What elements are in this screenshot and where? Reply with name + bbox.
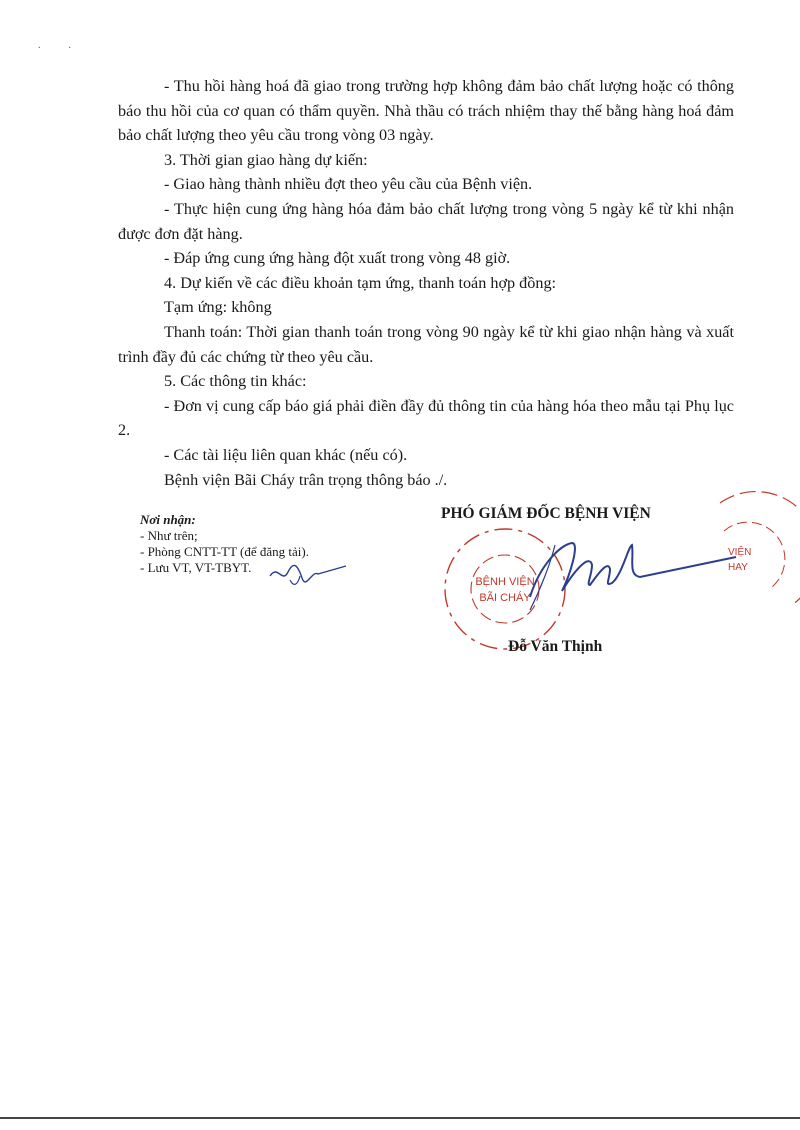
stamp-line2: BÃI CHÁY <box>479 592 531 604</box>
paragraph-payment: Thanh toán: Thời gian thanh toán trong vòng 90 ngày kể từ khi giao nhận hàng và xuất trình đầy đủ các chứng từ theo yêu cầu. <box>118 322 734 366</box>
paragraph-delivery-batches: - Giao hàng thành nhiều đợt theo yêu cầu của Bệnh viện. <box>164 175 533 194</box>
scan-dots: .. <box>38 40 99 51</box>
recipient-item: - Phòng CNTT-TT (để đăng tải). <box>140 544 309 559</box>
initials-mark <box>268 560 348 590</box>
recipient-item: - Lưu VT, VT-TBYT. <box>140 560 252 575</box>
stamp-right-line1: VIỆN <box>728 547 752 558</box>
recipients-title: Nơi nhận: <box>140 512 196 527</box>
paragraph-advance: Tạm ứng: không <box>164 298 272 317</box>
document-body <box>118 74 734 492</box>
handwritten-signature <box>500 535 740 615</box>
signer-name: Đỗ Văn Thịnh <box>508 638 603 655</box>
stamp-right-line2: HAY <box>728 562 748 573</box>
heading-delivery-time: 3. Thời gian giao hàng dự kiến: <box>164 150 368 169</box>
stamp-line1: BỆNH VIỆN <box>475 576 535 588</box>
paragraph-quote-form: - Đơn vị cung cấp báo giá phải điền đầy đủ thông tin của hàng hóa theo mẫu tại Phụ lục 2. <box>118 396 734 440</box>
paragraph-closing: Bệnh viện Bãi Cháy trân trọng thông báo ./. <box>164 470 448 489</box>
paragraph-supply-5-days: - Thực hiện cung ứng hàng hóa đảm bảo chất lượng trong vòng 5 ngày kể từ khi nhận được đơn đặt hàng. <box>118 199 734 243</box>
paragraph-related-docs: - Các tài liệu liên quan khác (nếu có). <box>164 445 408 464</box>
signer-title: PHÓ GIÁM ĐỐC BỆNH VIỆN <box>441 505 651 522</box>
recipient-item: - Như trên; <box>140 528 198 543</box>
paragraph-recall: - Thu hồi hàng hoá đã giao trong trường hợp không đảm bảo chất lượng hoặc có thông báo thu hồi của cơ quan có thẩm quyền. Nhà thầu có trách nhiệm thay thế bằng hàng hoá đảm bảo chất lượng theo yêu cầu trong vòng 03 ngày. <box>118 77 734 145</box>
heading-other-info: 5. Các thông tin khác: <box>164 372 307 391</box>
heading-payment-terms: 4. Dự kiến về các điều khoản tạm ứng, thanh toán hợp đồng: <box>164 273 557 292</box>
page-bottom-edge <box>0 1117 800 1119</box>
paragraph-urgent-48h: - Đáp ứng cung ứng hàng đột xuất trong vòng 48 giờ. <box>164 249 511 268</box>
